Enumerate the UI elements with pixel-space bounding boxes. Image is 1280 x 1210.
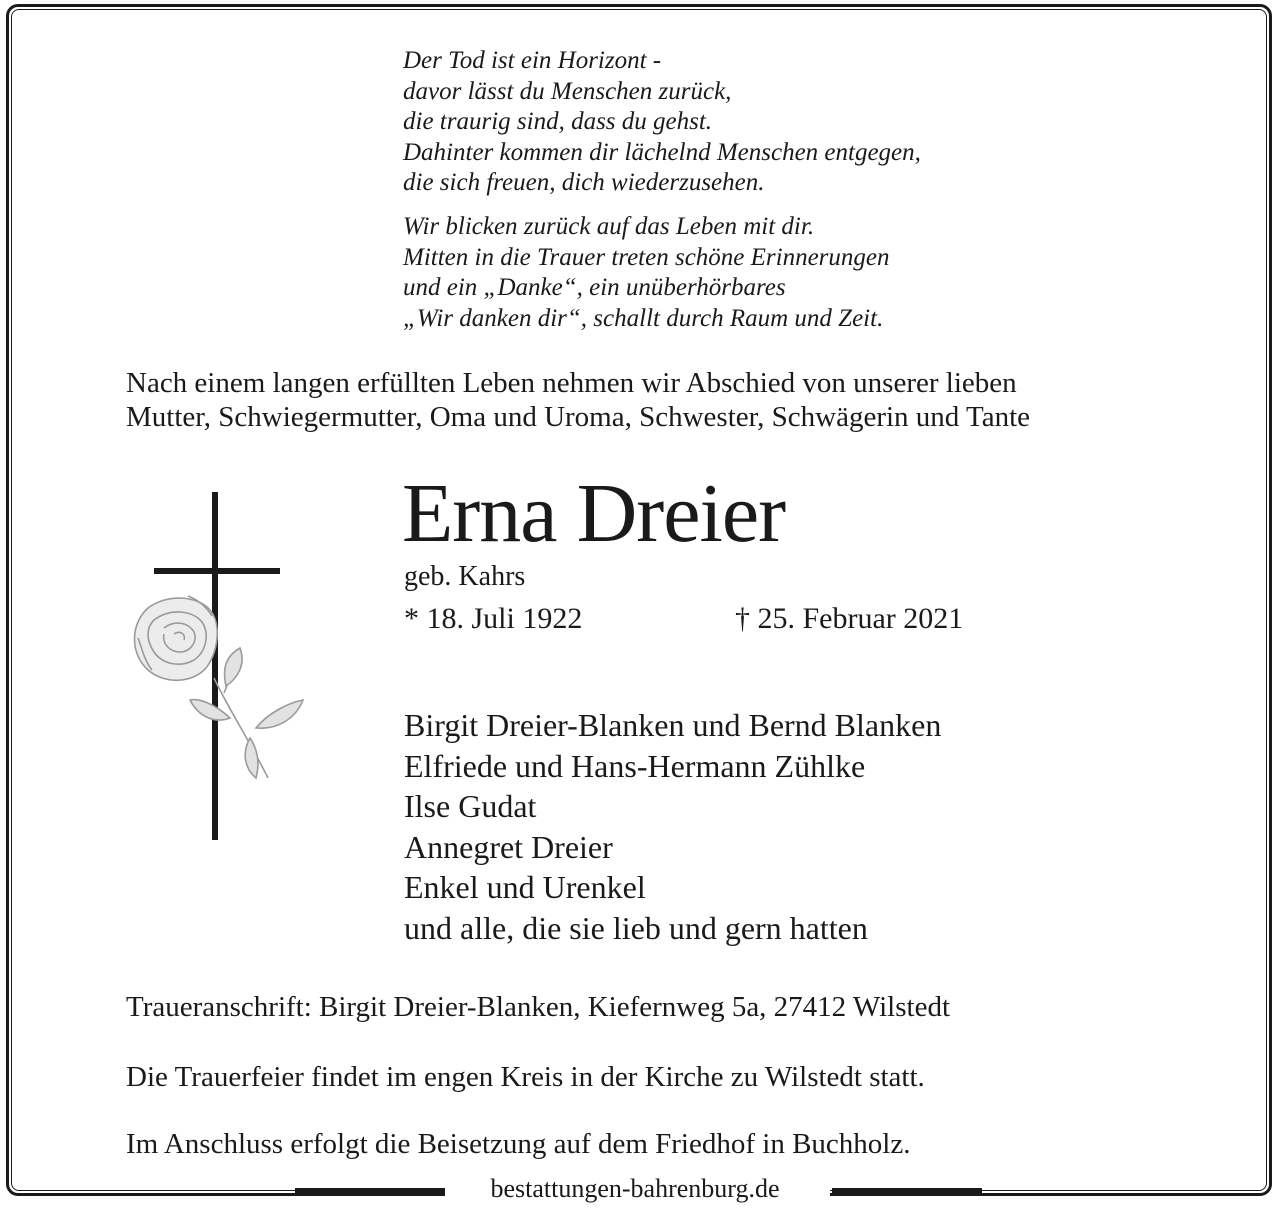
family-list xyxy=(404,705,941,948)
family-member: Enkel und Urenkel xyxy=(404,869,646,905)
deceased-name: Erna Dreier xyxy=(402,467,786,560)
mourning-address: Traueranschrift: Birgit Dreier-Blanken, Kiefernweg 5a, 27412 Wilstedt xyxy=(126,991,951,1023)
family-member: und alle, die sie lieb und gern hatten xyxy=(404,909,868,946)
family-member: Ilse Gudat xyxy=(404,788,537,824)
poem-line: Mitten in die Trauer treten schöne Erinnerungen xyxy=(403,243,890,271)
family-member: Annegret Dreier xyxy=(404,828,613,865)
death-date: † 25. Februar 2021 xyxy=(735,602,964,635)
family-member: Elfriede und Hans-Hermann Zühlke xyxy=(404,747,866,784)
intro-line: Mutter, Schwiegermutter, Oma und Uroma, Schwester, Schwägerin und Tante xyxy=(126,401,1030,433)
poem-line: die traurig sind, dass du gehst. xyxy=(403,108,713,135)
birth-date: * 18. Juli 1922 xyxy=(404,602,583,635)
website-link[interactable]: bestattungen-bahrenburg.de xyxy=(490,1174,780,1203)
footer-bar-right xyxy=(832,1188,982,1196)
intro-line: Nach einem langen erfüllten Leben nehmen wir Abschied von unserer lieben xyxy=(126,367,1017,399)
footer-bar-left xyxy=(295,1188,445,1196)
poem-line: und ein „Danke“, ein unüberhörbares xyxy=(403,274,786,301)
intro-text xyxy=(126,366,1030,434)
poem-line: Der Tod ist ein Horizont - xyxy=(403,47,662,74)
maiden-name: geb. Kahrs xyxy=(404,561,526,592)
memorial-artwork xyxy=(118,488,318,848)
poem-line: davor lässt du Menschen zurück, xyxy=(403,77,732,105)
rose-icon xyxy=(135,596,304,778)
poem-stanza-1 xyxy=(403,46,921,199)
family-member: Birgit Dreier-Blanken und Bernd Blanken xyxy=(404,707,942,743)
ceremony-notice: Die Trauerfeier findet im engen Kreis in der Kirche zu Wilstedt statt. xyxy=(126,1061,925,1093)
poem-stanza-2 xyxy=(403,212,890,334)
poem-line: die sich freuen, dich wiederzusehen. xyxy=(403,169,765,196)
burial-notice: Im Anschluss erfolgt die Beisetzung auf dem Friedhof in Buchholz. xyxy=(126,1128,911,1160)
poem-line: „Wir danken dir“, schallt durch Raum und Zeit. xyxy=(403,304,884,332)
poem-line: Dahinter kommen dir lächelnd Menschen entgegen, xyxy=(403,138,921,166)
poem-line: Wir blicken zurück auf das Leben mit dir. xyxy=(403,213,815,240)
